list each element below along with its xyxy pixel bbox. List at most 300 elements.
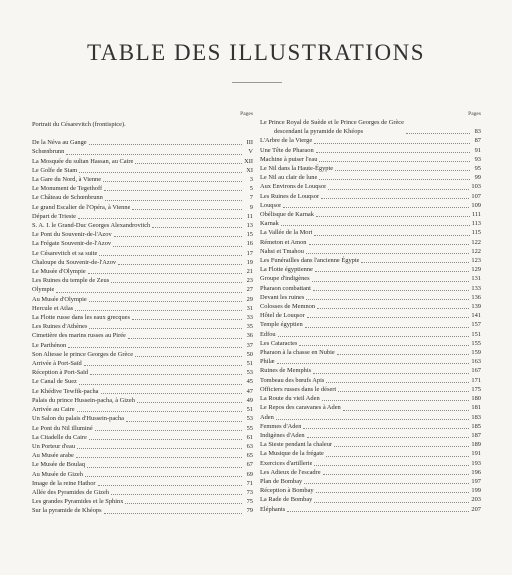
- entry-title: Machine à puiser l'eau: [260, 155, 318, 163]
- dot-leader: [135, 162, 242, 164]
- entry-page-number: 103: [471, 183, 481, 191]
- toc-entry: [260, 403, 481, 412]
- entry-title: Le Pont du Souvenir-de-l'Azov: [32, 231, 112, 239]
- entry-title: Le Parthénon: [32, 341, 67, 349]
- toc-entry: [260, 449, 481, 458]
- entry-page-number: 16: [246, 240, 253, 248]
- toc-entry: [32, 470, 253, 479]
- toc-entry: [32, 120, 253, 129]
- dot-leader: [321, 197, 469, 199]
- dot-leader: [105, 199, 242, 201]
- entry-title: Edfou: [260, 330, 276, 338]
- entry-title: L'Arbre de la Vierge: [260, 137, 313, 145]
- entry-page-number: 99: [474, 174, 481, 182]
- toc-entry: [260, 274, 481, 283]
- entry-page-number: 55: [246, 424, 253, 432]
- toc-entry: [32, 460, 253, 469]
- entry-title: Ruines de Memphis: [260, 367, 312, 375]
- entry-page-number: 136: [471, 293, 481, 301]
- toc-entry: [32, 433, 253, 442]
- entry-title: Schœnbrunn: [32, 148, 65, 156]
- entry-title: Réception à Bombay: [260, 487, 314, 495]
- dot-leader: [89, 143, 242, 145]
- toc-entry: [32, 212, 253, 221]
- entry-page-number: 111: [471, 211, 481, 219]
- title-rule: [232, 82, 282, 83]
- entry-page-number: 53: [246, 415, 253, 423]
- toc-entry: [260, 164, 481, 173]
- toc-entry: [32, 249, 253, 258]
- entry-title: Départ de Trieste: [32, 212, 77, 220]
- dot-leader: [137, 401, 242, 403]
- entry-title: La Rade de Bombay: [260, 496, 313, 504]
- entry-page-number: 9: [249, 203, 253, 211]
- entry-title: Allée des Pyramides de Gizeh: [32, 488, 110, 496]
- entry-title: Le Canal de Suez: [32, 378, 77, 386]
- dot-leader: [125, 502, 242, 504]
- dot-leader: [75, 309, 242, 311]
- entry-title: Les Ruines de Louqsor: [260, 192, 320, 200]
- entry-title: Au Musée d'Olympie: [32, 295, 87, 303]
- entry-title: Officiers russes dans le désert: [260, 385, 337, 393]
- dot-leader: [132, 208, 242, 210]
- entry-title: La Route du vieil Aden: [260, 395, 320, 403]
- entry-page-number: 3: [249, 176, 253, 184]
- dot-leader: [77, 447, 242, 449]
- toc-entry: [260, 366, 481, 375]
- toc-entry: [32, 239, 253, 248]
- dot-leader: [328, 188, 469, 190]
- entry-title: Devant les ruines: [260, 293, 305, 301]
- toc-entry: [32, 295, 253, 304]
- entry-title: Le Monument de Tegethoff: [32, 185, 103, 193]
- toc-entry: [32, 285, 253, 294]
- dot-leader: [406, 132, 470, 134]
- entry-title: Groupe d'indigènes: [260, 275, 310, 283]
- toc-entry: [260, 302, 481, 311]
- toc-entry: [260, 247, 481, 256]
- entry-page-number: 122: [471, 238, 481, 246]
- entry-title: Un Salon du palais d'Hussein-pacha: [32, 415, 125, 423]
- entry-page-number: 35: [246, 323, 253, 331]
- entry-title: Les Funérailles dans l'ancienne Égypte: [260, 257, 360, 265]
- entry-title: La Flotte égyptienne: [260, 266, 313, 274]
- entry-page-number: 185: [471, 422, 481, 430]
- entry-page-number: 189: [471, 441, 481, 449]
- entry-page-number: 27: [246, 286, 253, 294]
- entry-title: Le Pont du Nil illuminé: [32, 424, 93, 432]
- toc-entry: [32, 497, 253, 506]
- entry-title: Hôtel de Louqsor: [260, 312, 305, 320]
- toc-entry: [260, 413, 481, 422]
- entry-page-number: 151: [471, 330, 481, 338]
- entry-page-number: 50: [246, 350, 253, 358]
- entry-title: Hercule et Atlas: [32, 304, 74, 312]
- entry-title: Le Musée de Boulaq: [32, 461, 86, 469]
- toc-entry: [260, 468, 481, 477]
- dot-leader: [87, 466, 242, 468]
- entry-page-number: III: [246, 139, 253, 147]
- entry-page-number: 139: [471, 303, 481, 311]
- toc-entry: [260, 228, 481, 237]
- entry-title: Le Musée d'Olympie: [32, 268, 86, 276]
- entry-title: Exercices d'artillerie: [260, 459, 313, 467]
- entry-page-number: 131: [471, 275, 481, 283]
- entry-page-number: 19: [246, 258, 253, 266]
- entry-title: Le Château de Schœnbrunn: [32, 194, 103, 202]
- dot-leader: [126, 420, 242, 422]
- toc-entry: [260, 348, 481, 357]
- toc-entry: [260, 192, 481, 201]
- toc-entry: [260, 422, 481, 431]
- toc-entry: [260, 173, 481, 182]
- entry-title: La Sieste pendant la chaleur: [260, 441, 333, 449]
- dot-leader: [118, 263, 242, 265]
- entry-page-number: 23: [246, 277, 253, 285]
- dot-leader: [113, 245, 242, 247]
- entry-title: Les Cataractes: [260, 339, 298, 347]
- entry-page-number: 73: [246, 488, 253, 496]
- right-column: [260, 110, 481, 514]
- entry-page-number: 157: [471, 321, 481, 329]
- dot-leader: [88, 272, 242, 274]
- toc-entry: [260, 146, 481, 155]
- dot-leader: [78, 217, 242, 219]
- entry-title: Le Khédive Tewfik-pacha: [32, 387, 99, 395]
- dot-leader: [66, 153, 242, 155]
- entry-title: Sur la pyramide de Khéops: [32, 507, 102, 515]
- entry-title: Les Ruines du temple de Zeus: [32, 277, 110, 285]
- dot-leader: [283, 206, 469, 208]
- toc-entry: [260, 284, 481, 293]
- entry-page-number: 49: [246, 396, 253, 404]
- entry-page-number: 122: [471, 247, 481, 255]
- entry-page-number: 33: [246, 314, 253, 322]
- dot-leader: [89, 327, 242, 329]
- dot-leader: [128, 126, 242, 127]
- entry-title: Arrivée à Port-Saïd: [32, 360, 82, 368]
- entry-page-number: 123: [471, 257, 481, 265]
- entry-page-number: 15: [246, 231, 253, 239]
- toc-entry: [32, 368, 253, 377]
- toc-entry: [260, 330, 481, 339]
- dot-leader: [79, 383, 242, 385]
- entry-title: Le Nil dans la Haute-Égypte: [260, 165, 334, 173]
- toc-entry: [32, 276, 253, 285]
- entry-title: Le Repos des caravanes à Aden: [260, 404, 341, 412]
- dot-leader: [68, 346, 242, 348]
- entry-page-number: XI: [246, 166, 253, 174]
- dot-leader: [152, 226, 242, 228]
- entry-title: La Gare du Nord, à Vienne: [32, 176, 102, 184]
- dot-leader: [316, 215, 470, 217]
- entry-title: Indigènes d'Aden: [260, 431, 305, 439]
- entry-title: La Flotte russe dans les eaux grecques: [32, 314, 130, 322]
- toc-entry: [32, 193, 253, 202]
- entry-page-number: 133: [471, 284, 481, 292]
- toc-entry: [260, 376, 481, 385]
- entry-title: Le Nil au clair de lune: [260, 174, 318, 182]
- entry-page-number: 29: [246, 295, 253, 303]
- entry-title: Louqsor: [260, 201, 282, 209]
- entry-page-number: 67: [246, 461, 253, 469]
- entry-page-number: 181: [471, 404, 481, 412]
- dot-leader: [361, 261, 469, 263]
- dot-leader: [322, 399, 470, 401]
- toc-entry: [32, 203, 253, 212]
- entry-page-number: 115: [471, 229, 481, 237]
- dot-leader: [334, 445, 469, 447]
- toc-entry: [260, 394, 481, 403]
- entry-page-number: 171: [471, 376, 481, 384]
- entry-page-number: 79: [246, 507, 253, 515]
- toc-entry: [260, 201, 481, 210]
- toc-entry: [32, 166, 253, 175]
- entry-page-number: 180: [471, 395, 481, 403]
- toc-entry: [260, 431, 481, 440]
- entry-page-number: 51: [246, 360, 253, 368]
- entry-title: Colosses de Memnon: [260, 303, 316, 311]
- dot-leader: [309, 243, 470, 245]
- toc-entry: [260, 136, 481, 145]
- toc-entry: [260, 459, 481, 468]
- entry-title: Au Musée de Gizeh: [32, 470, 83, 478]
- dot-leader: [95, 429, 242, 431]
- entry-page-number: 207: [471, 505, 481, 513]
- entry-title: La Vallée de la Mort: [260, 229, 313, 237]
- toc-entry: [260, 182, 481, 191]
- entry-page-number: 65: [246, 452, 253, 460]
- entry-page-number: 7: [249, 194, 253, 202]
- entry-page-number: 113: [471, 220, 481, 228]
- entry-page-number: 199: [471, 487, 481, 495]
- toc-entry: [32, 479, 253, 488]
- dot-leader: [287, 510, 469, 512]
- entry-page-number: 191: [471, 450, 481, 458]
- dot-leader: [132, 318, 242, 320]
- entry-title-continuation: descendant la pyramide de Khéops: [274, 128, 364, 136]
- toc-entry: [32, 506, 253, 515]
- entry-page-number: 196: [471, 468, 481, 476]
- dot-leader: [307, 316, 470, 318]
- entry-page-number: 69: [246, 470, 253, 478]
- entry-title: Olympie: [32, 286, 55, 294]
- toc-entry: [32, 488, 253, 497]
- entry-page-number: XII: [244, 157, 253, 165]
- entry-title: Au Musée arabe: [32, 452, 74, 460]
- entry-title: Le Golfe de Siam: [32, 166, 78, 174]
- entry-page-number: 75: [246, 498, 253, 506]
- entry-page-number: 183: [471, 413, 481, 421]
- toc-entry: [260, 385, 481, 394]
- entry-title: Obélisque de Karnak: [260, 211, 314, 219]
- toc-entry: [260, 440, 481, 449]
- toc-entry: [32, 387, 253, 396]
- toc-entry: [32, 414, 253, 423]
- dot-leader: [84, 364, 242, 366]
- entry-page-number: 163: [471, 358, 481, 366]
- dot-leader: [313, 289, 469, 291]
- entry-page-number: 109: [471, 201, 481, 209]
- dot-leader: [313, 372, 469, 374]
- entry-title: Aden: [260, 413, 274, 421]
- dot-leader: [303, 427, 469, 429]
- entry-page-number: 187: [471, 431, 481, 439]
- dot-leader: [128, 337, 242, 339]
- dot-leader: [304, 482, 469, 484]
- entry-page-number: 129: [471, 266, 481, 274]
- entry-title: Palais du prince Hussein-pacha, à Gizeh: [32, 396, 135, 404]
- entry-title: Plan de Bombay: [260, 477, 303, 485]
- toc-entry: [32, 424, 253, 433]
- entry-title: La Frégate Souvenir-de-l'Azov: [32, 240, 112, 248]
- entry-page-number: 71: [246, 479, 253, 487]
- entry-title: S. A. I. le Grand-Duc Georges Alexandrovitch: [32, 222, 151, 230]
- toc-entry: [260, 265, 481, 274]
- toc-entry: [32, 138, 253, 147]
- entry-page-number: 93: [474, 155, 481, 163]
- dot-leader: [90, 373, 242, 375]
- dot-leader: [276, 418, 470, 420]
- toc-entry: [260, 238, 481, 247]
- entry-page-number: 17: [246, 249, 253, 257]
- dot-leader: [103, 180, 242, 182]
- entry-title: Karnak: [260, 220, 279, 228]
- dot-leader: [338, 390, 469, 392]
- entry-page-number: 167: [471, 367, 481, 375]
- entry-page-number: 61: [246, 433, 253, 441]
- dot-leader: [77, 410, 242, 412]
- dot-leader: [335, 169, 470, 171]
- entry-title: Réception à Port-Saïd: [32, 369, 89, 377]
- toc-entry: [32, 442, 253, 451]
- toc-entry: [32, 396, 253, 405]
- toc-entry: [260, 155, 481, 164]
- entry-title: Rémeton et Amon: [260, 238, 307, 246]
- entry-title: La Citadelle du Caire: [32, 433, 87, 441]
- dot-leader: [281, 224, 470, 226]
- entry-title: Aux Environs de Louqsor: [260, 183, 327, 191]
- toc-entry: [32, 350, 253, 359]
- entry-page-number: 51: [246, 406, 253, 414]
- dot-leader: [316, 151, 470, 153]
- toc-entry: [32, 175, 253, 184]
- entry-page-number: 63: [246, 442, 253, 450]
- toc-entry: [32, 313, 253, 322]
- entry-page-number: 87: [474, 137, 481, 145]
- dot-leader: [101, 392, 242, 394]
- pages-header-left: Pages: [240, 111, 253, 117]
- toc-entry: [32, 377, 253, 386]
- entry-page-number: 95: [474, 165, 481, 173]
- dot-leader: [104, 189, 242, 191]
- toc-entry: [32, 147, 253, 156]
- dot-leader: [343, 409, 470, 411]
- dot-leader: [315, 270, 470, 272]
- entry-page-number: V: [248, 148, 253, 156]
- dot-leader: [314, 501, 469, 503]
- entry-title: Le Césarevitch et sa suite: [32, 249, 98, 257]
- entry-title: Pharaon à la chasse en Nubie: [260, 349, 335, 357]
- entry-title: Un Porteur d'eau: [32, 442, 76, 450]
- entry-page-number: 53: [246, 369, 253, 377]
- toc-entry: [32, 157, 253, 166]
- entry-page-number: 31: [246, 304, 253, 312]
- dot-leader: [305, 326, 470, 328]
- entry-page-number: 193: [471, 459, 481, 467]
- entry-title-line: Le Prince Royal de Suède et le Prince Georges de Grèce: [260, 119, 404, 126]
- entry-page-number: 5: [249, 185, 253, 193]
- entry-title: La Musique de la frégate: [260, 450, 324, 458]
- entry-page-number: 203: [471, 496, 481, 504]
- entry-title: La Mosquée du sultan Hassan, au Caire: [32, 157, 134, 165]
- dot-leader: [99, 254, 242, 256]
- entry-page-number: 47: [246, 387, 253, 395]
- dot-leader: [104, 512, 242, 514]
- dot-leader: [299, 344, 469, 346]
- entry-page-number: 11: [246, 212, 253, 220]
- toc-entry: [260, 311, 481, 320]
- toc-entry: [260, 486, 481, 495]
- dot-leader: [56, 291, 242, 293]
- entry-page-number: 91: [474, 146, 481, 154]
- entry-title: Image de la reine Hathor: [32, 479, 96, 487]
- entry-page-number: 141: [471, 312, 481, 320]
- toc-entry: [260, 495, 481, 504]
- toc-entry: [32, 322, 253, 331]
- toc-entry: [260, 293, 481, 302]
- entry-title: Philæ: [260, 358, 275, 366]
- dot-leader: [337, 353, 470, 355]
- entry-title: Son Altesse le prince Georges de Grèce: [32, 350, 134, 358]
- dot-leader: [111, 281, 242, 283]
- entry-title: Eléphants: [260, 505, 286, 513]
- entry-title: Les Ruines d'Athènes: [32, 323, 88, 331]
- toc-entry: [260, 118, 481, 136]
- toc-entry: [260, 357, 481, 366]
- entry-page-number: 83: [474, 128, 481, 136]
- entry-page-number: 175: [471, 385, 481, 393]
- dot-leader: [135, 355, 242, 357]
- toc-entry: [32, 267, 253, 276]
- dot-leader: [319, 178, 470, 180]
- dot-leader: [317, 307, 469, 309]
- dot-leader: [89, 438, 242, 440]
- entry-title: Portrait du Césarevitch (frontispice).: [32, 121, 126, 128]
- entry-title: Cimetière des marins russes au Pirée: [32, 332, 126, 340]
- entry-page-number: 36: [246, 332, 253, 340]
- dot-leader: [314, 464, 469, 466]
- toc-entry: [260, 320, 481, 329]
- toc-entry: [32, 304, 253, 313]
- dot-leader: [312, 280, 470, 282]
- dot-leader: [323, 473, 470, 475]
- entry-title: Arrivée au Caire: [32, 406, 75, 414]
- toc-entry: [32, 331, 253, 340]
- entry-page-number: 13: [246, 222, 253, 230]
- entry-page-number: 21: [246, 268, 253, 276]
- entry-title: [260, 118, 404, 136]
- entry-title: Nahsi et Tmahou: [260, 247, 304, 255]
- entry-title: De la Néva au Gange: [32, 139, 87, 147]
- entry-title: Les Adieux de l'escadre: [260, 468, 321, 476]
- toc-entry: [32, 405, 253, 414]
- toc-entry: [32, 451, 253, 460]
- dot-leader: [76, 456, 242, 458]
- toc-entry: [260, 219, 481, 228]
- dot-leader: [307, 436, 470, 438]
- entry-title: Les grandes Pyramides et le Sphinx: [32, 498, 124, 506]
